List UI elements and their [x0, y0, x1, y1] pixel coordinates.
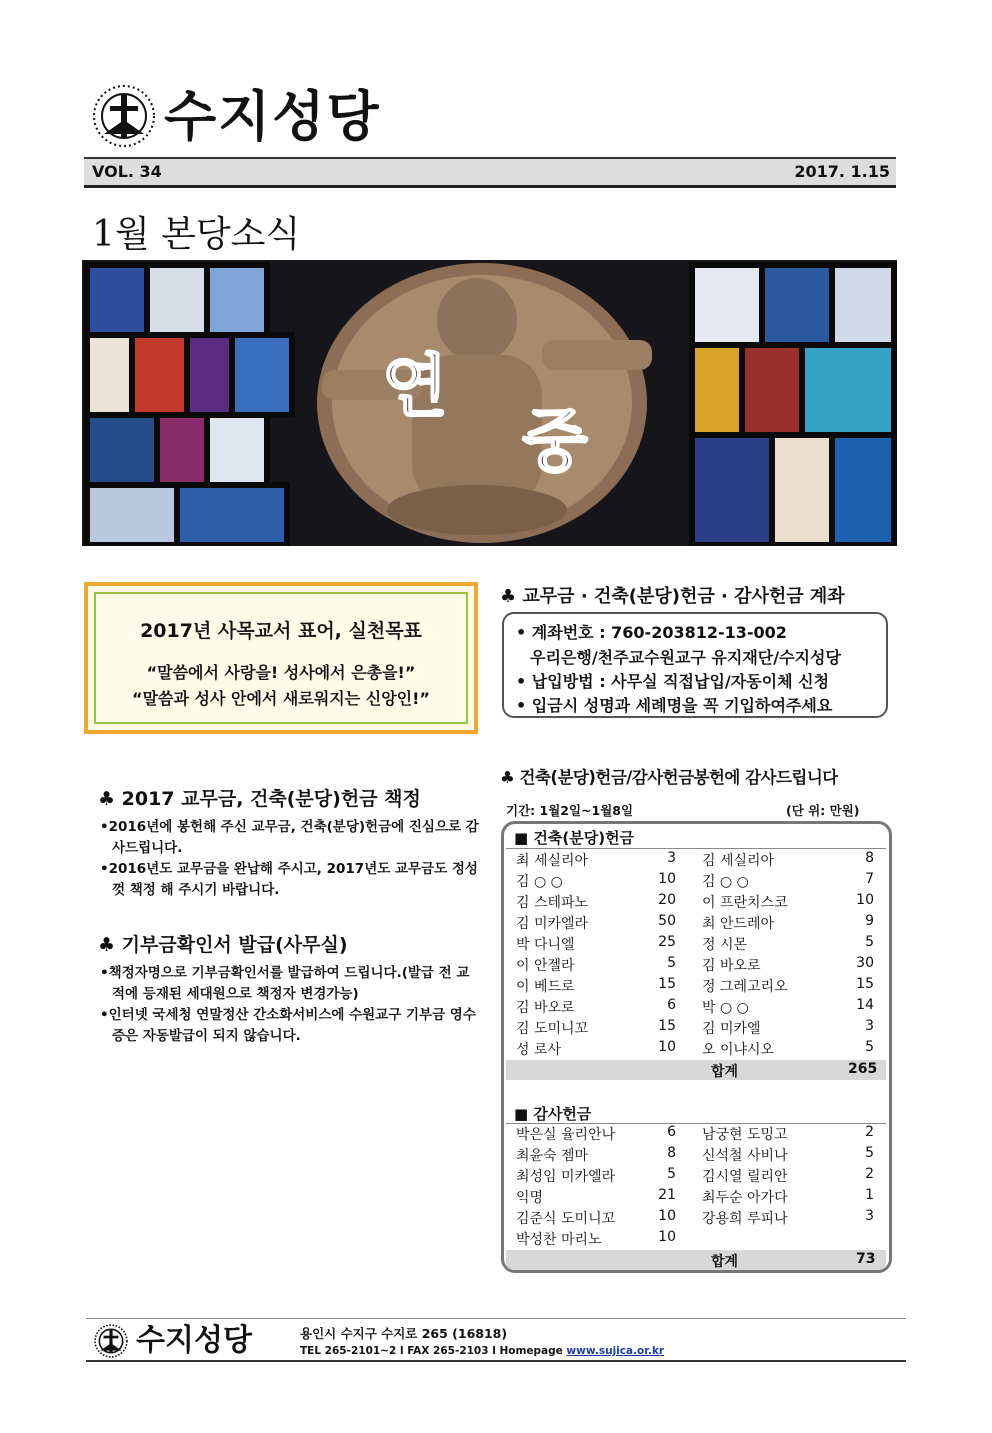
footer-logo-text: 수지성당: [136, 1323, 252, 1358]
donor-name: 박 다니엘: [516, 937, 575, 953]
account-heading: ♣ 교무금 · 건축(분당)헌금 · 감사헌금 계좌: [500, 586, 845, 607]
footer-phone-fax: TEL 265-2101~2 l FAX 265-2103 l Homepage: [300, 1345, 563, 1357]
receipt-section: [98, 930, 482, 1047]
contribution-heading: ♣ 2017 교무금, 건축(분당)헌금 책정: [98, 788, 421, 810]
table-row: [516, 976, 884, 997]
donations-table: [501, 821, 892, 1273]
building-total: 265: [848, 1061, 878, 1077]
volume-bar: [84, 157, 896, 188]
amount: 3: [865, 1208, 874, 1224]
footer-bottom-rule: [86, 1360, 906, 1362]
amount: 30: [856, 955, 874, 971]
volume-number: VOL. 34: [92, 162, 162, 181]
donor-name: 최두순 아가다: [702, 1190, 788, 1206]
donor-name: 최 세실리아: [516, 853, 589, 869]
table-row: [516, 1208, 884, 1229]
issue-date: 2017. 1.15: [794, 162, 890, 181]
table-row: [516, 1229, 884, 1250]
homepage-link[interactable]: www.sujica.or.kr: [566, 1345, 665, 1357]
account-number: • 계좌번호 : 760-203812-13-002: [516, 623, 787, 642]
donor-name: 김 세실리아: [702, 853, 775, 869]
page-title: 1월 본당소식: [92, 214, 301, 255]
amount: 15: [856, 976, 874, 992]
amount: 5: [865, 1145, 874, 1161]
total-label: 합계: [711, 1254, 739, 1270]
donor-name: 김 ○ ○: [516, 874, 563, 890]
amount: 1: [865, 1187, 874, 1203]
donor-name: 최윤숙 젬마: [516, 1148, 589, 1164]
donor-name: 최 안드레아: [702, 916, 775, 932]
logo-text: 수지성당: [164, 85, 381, 148]
donor-name: 김 미카엘라: [516, 916, 589, 932]
amount: 5: [865, 934, 874, 950]
contribution-bullet-2: •2016년도 교무금을 완납해 주시고, 2017년도 교무금도 정성껏 책정 해 주시기 바랍니다.: [100, 861, 478, 898]
amount: 21: [658, 1187, 676, 1203]
goals-motto: “말씀에서 사랑을! 성사에서 은총을!”: [146, 663, 416, 682]
amount: 8: [865, 850, 874, 866]
amount: 3: [865, 1018, 874, 1034]
amount: 3: [667, 850, 676, 866]
receipt-heading: ♣ 기부금확인서 발급(사무실): [98, 934, 348, 956]
table-row: [516, 1166, 884, 1187]
donor-name: 최성임 미카엘라: [516, 1169, 616, 1185]
gratitude-total-row: [506, 1250, 886, 1270]
footer-contact: [300, 1345, 664, 1357]
pastoral-goals-box: [84, 582, 478, 734]
table-row: [516, 850, 884, 871]
gratitude-total: 73: [856, 1251, 876, 1267]
table-row: [516, 1124, 884, 1145]
cross-emblem-icon: [92, 84, 156, 148]
amount: 6: [667, 1124, 676, 1140]
amount: 50: [658, 913, 676, 929]
donor-name: 김 도미니꼬: [516, 1021, 589, 1037]
amount: 20: [658, 892, 676, 908]
account-bank: 우리은행/천주교수원교구 유지재단/수지성당: [530, 648, 841, 667]
amount: 10: [658, 871, 676, 887]
amount: 14: [856, 997, 874, 1013]
amount: 5: [667, 955, 676, 971]
amount: 10: [658, 1039, 676, 1055]
donor-name: 김 바오로: [702, 958, 761, 974]
building-fund-title: ■ 건축(분당)헌금: [514, 829, 635, 847]
table-row: [516, 1145, 884, 1166]
payment-note: • 입금시 성명과 세례명을 꼭 기입하여주세요: [516, 696, 833, 715]
period-label: 기간: 1월2일~1월8일: [506, 803, 634, 818]
amount: 7: [865, 871, 874, 887]
stained-glass-banner: [82, 260, 897, 546]
donor-name: 김 미카엘: [702, 1021, 761, 1037]
donor-name: 김시열 릴리안: [702, 1169, 788, 1185]
donor-name: 김 스테파노: [516, 895, 589, 911]
amount: 6: [667, 997, 676, 1013]
banner-caption-left: 연: [382, 347, 448, 427]
amount: 10: [658, 1208, 676, 1224]
account-box: [502, 612, 888, 718]
table-row: [516, 871, 884, 892]
contribution-section: [98, 784, 482, 901]
stained-glass-image: [82, 260, 897, 546]
goals-practice: “말씀과 성사 안에서 새로워지는 신앙인!”: [132, 689, 430, 708]
donor-name: 김준식 도미니꼬: [516, 1211, 616, 1227]
donor-name: 김 바오로: [516, 1000, 575, 1016]
donor-name: 신석철 사비나: [702, 1148, 788, 1164]
donor-name: 오 이냐시오: [702, 1042, 775, 1058]
amount: 9: [865, 913, 874, 929]
table-row: [516, 1039, 884, 1060]
parish-logo: [92, 82, 432, 152]
donor-name: 이 안젤라: [516, 958, 575, 974]
donor-name: 김 ○ ○: [702, 874, 749, 890]
amount: 8: [667, 1145, 676, 1161]
table-row: [516, 997, 884, 1018]
goals-title: 2017년 사목교서 표어, 실천목표: [140, 620, 422, 642]
donor-name: 남궁현 도밍고: [702, 1127, 788, 1143]
gratitude-title: ■ 감사헌금: [514, 1105, 592, 1123]
footer-logo: [94, 1322, 284, 1360]
donor-name: 정 시몬: [702, 937, 748, 953]
donor-name: 이 베드로: [516, 979, 575, 995]
amount: 10: [658, 1229, 676, 1245]
table-row: [516, 1187, 884, 1208]
contribution-bullet-1: •2016년에 봉헌해 주신 교무금, 건축(분당)헌금에 진심으로 감사드립니다.: [100, 819, 479, 856]
donor-name: 익명: [516, 1190, 544, 1206]
table-row: [516, 913, 884, 934]
thanks-heading: ♣ 건축(분당)헌금/감사헌금봉헌에 감사드립니다: [500, 768, 838, 787]
unit-label: (단 위: 만원): [786, 803, 860, 818]
amount: 15: [658, 976, 676, 992]
receipt-bullet-2: •인터넷 국세청 연말정산 간소화서비스에 수원교구 기부금 영수증은 자동발급이 되지 않습니다.: [100, 1007, 476, 1044]
amount: 15: [658, 1018, 676, 1034]
total-label: 합계: [711, 1064, 739, 1080]
payment-method: • 납입방법 : 사무실 직접납입/자동이체 신청: [516, 672, 830, 691]
donor-name: 박 ○ ○: [702, 1000, 749, 1016]
receipt-bullet-1: •책정자명으로 기부금확인서를 발급하여 드립니다.(발급 전 교적에 등재된 세대원으로 책정자 변경가능): [100, 965, 470, 1002]
table-row: [516, 892, 884, 913]
amount: 5: [865, 1039, 874, 1055]
amount: 10: [856, 892, 874, 908]
table-row: [516, 1018, 884, 1039]
footer-rule: [86, 1318, 906, 1319]
cross-emblem-icon: [94, 1324, 128, 1358]
footer-address: 용인시 수지구 수지로 265 (16818): [300, 1326, 508, 1341]
amount: 5: [667, 1166, 676, 1182]
donor-name: 이 프란치스코: [702, 895, 788, 911]
divider: [506, 848, 886, 849]
donor-name: 박성찬 마리노: [516, 1232, 602, 1248]
amount: 2: [865, 1124, 874, 1140]
table-row: [516, 955, 884, 976]
amount: 25: [658, 934, 676, 950]
banner-caption-right: 중: [522, 402, 588, 482]
donor-name: 정 그레고리오: [702, 979, 788, 995]
donor-name: 강용희 루피나: [702, 1211, 788, 1227]
amount: 2: [865, 1166, 874, 1182]
building-total-row: [506, 1060, 886, 1080]
donor-name: 성 로사: [516, 1042, 562, 1058]
table-row: [516, 934, 884, 955]
donor-name: 박은실 율리안나: [516, 1127, 616, 1143]
